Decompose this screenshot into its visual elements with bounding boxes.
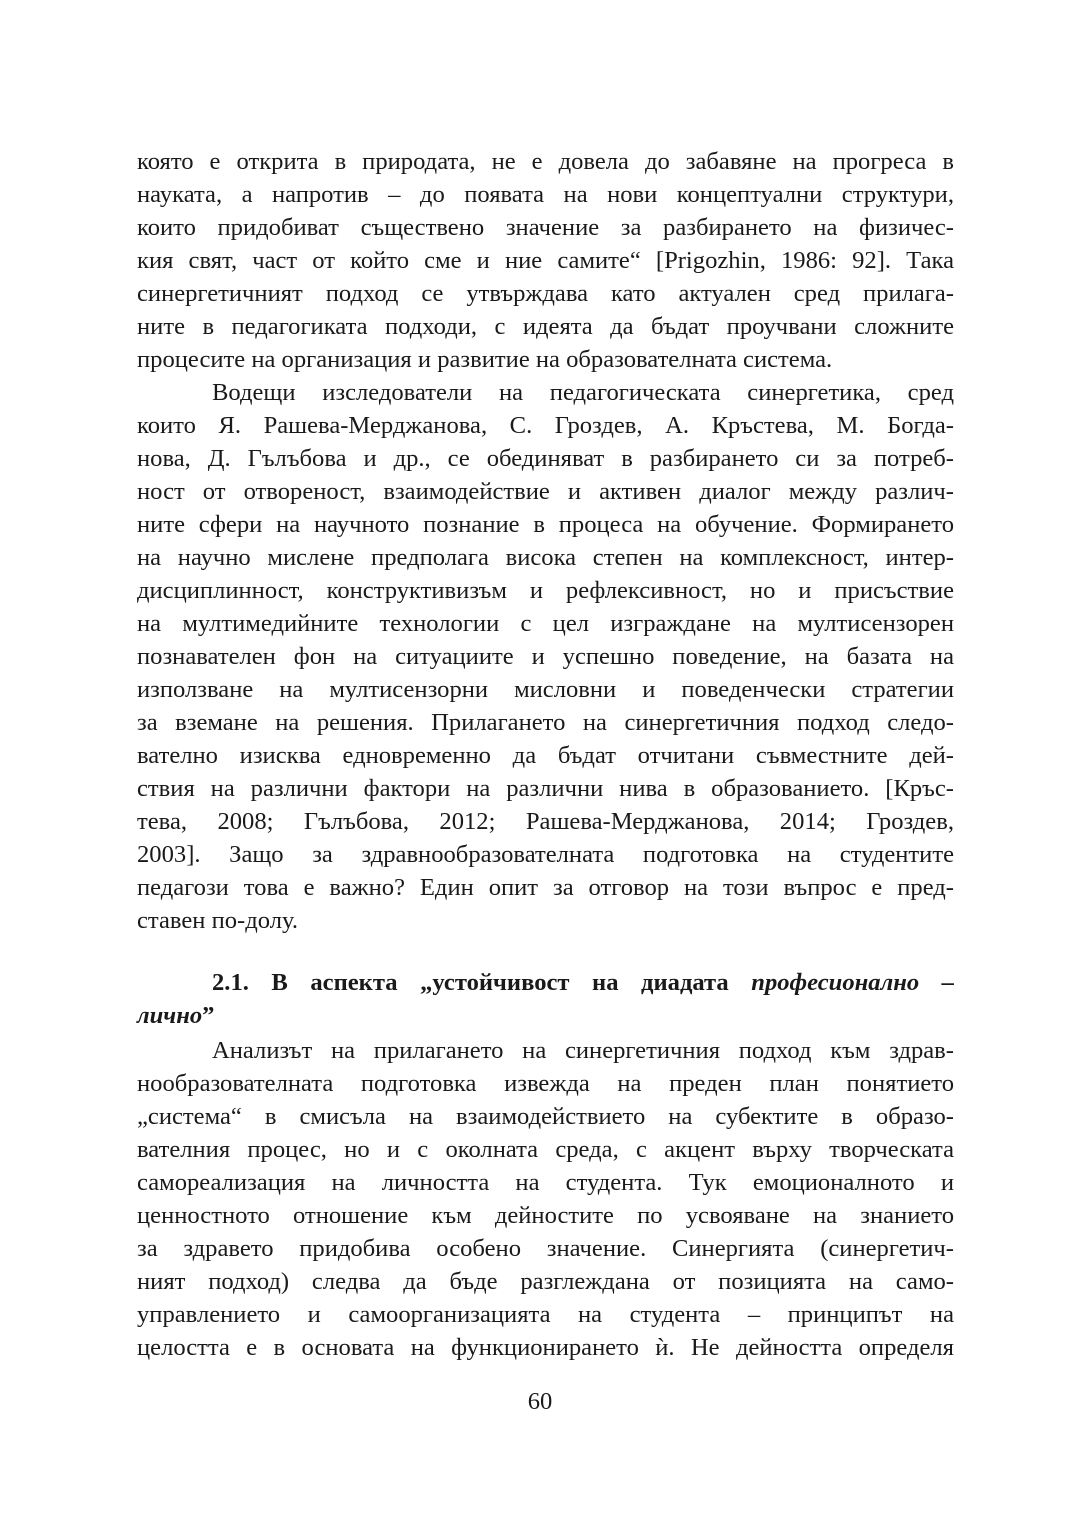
heading-italic-2: лично [137,1002,203,1029]
text-line: тева, 2008; Гълъбова, 2012; Рашева-Мерджанова, 2014; Гроздев, [137,808,954,835]
section-heading [137,966,954,1032]
body-text-lower [137,1034,954,1364]
text-line: които придобиват съществено значение за разбирането на физичес- [137,214,954,241]
text-line: кия свят, част от който сме и ние самите“ [Prigozhin, 1986: 92]. Така [137,247,954,274]
text-line: ствия на различни фактори на различни нива в образованието. [Кръс- [137,775,954,802]
text-line: управлението и самоорганизацията на студента – принципът на [137,1301,954,1328]
body-text-upper [137,145,954,937]
text-line: вателния процес, но и с околната среда, с акцент върху творческата [137,1136,954,1163]
text-line: на научно мислене предполага висока степен на комплексност, интер- [137,544,954,571]
text-line: нообразователната подготовка извежда на преден план понятието [137,1070,954,1097]
text-line: ценностното отношение към дейностите по усвояване на знанието [137,1202,954,1229]
heading-italic: професионално – [751,969,955,996]
text-line: самореализация на личността на студента. Тук емоционалното и [137,1169,954,1196]
text-line: на мултимедийните технологии с цел изграждане на мултисензорен [137,610,954,637]
text-line: Водещи изследователи на педагогическата синергетика, сред [212,379,954,406]
text-line: които Я. Рашева-Мерджанова, С. Гроздев, А. Кръстева, М. Богда- [137,412,954,439]
text-line: Анализът на прилагането на синергетичния подход към здрав- [212,1037,954,1064]
text-line: ност от отвореност, взаимодействие и активен диалог между различ- [137,478,954,505]
text-line: ните в педагогиката подходи, с идеята да бъдат проучвани сложните [137,313,954,340]
heading-line-1 [137,966,954,999]
text-line: вателно изисква едновременно да бъдат отчитани съвместните дей- [137,742,954,769]
text-line: 2003]. Защо за здравнообразователната подготовка на студентите [137,841,954,868]
text-line: „система“ в смисъла на взаимодействието на субектите в образо- [137,1103,954,1130]
text-line: науката, а напротив – до появата на нови концептуални структури, [137,181,954,208]
text-line: педагози това е важно? Един опит за отговор на този въпрос е пред- [137,874,954,901]
text-line: ните сфери на научното познание в процеса на обучение. Формирането [137,511,954,538]
text-line: за вземане на решения. Прилагането на синергетичния подход следо- [137,709,954,736]
text-line: която е открита в природата, не е довела до забавяне на прогреса в [137,148,954,175]
text-line: познавателен фон на ситуациите и успешно поведение, на базата на [137,643,954,670]
text-line: ният подход) следва да бъде разглеждана от позицията на само- [137,1268,954,1295]
text-line: нова, Д. Гълъбова и др., се обединяват в разбирането си за потреб- [137,445,954,472]
heading-close-quote: ” [202,1002,215,1029]
heading-line-2 [137,999,954,1032]
text-line: синергетичният подход се утвърждава като актуален сред прилага- [137,280,954,307]
text-line: ставен по-долу. [137,907,298,934]
page-number: 60 [527,1388,553,1415]
heading-prefix: 2.1. В аспекта „устойчивост на диадата [212,969,752,996]
text-line: използване на мултисензорни мисловни и поведенчески стратегии [137,676,954,703]
text-line: дисциплинност, конструктивизъм и рефлексивност, но и присъствие [137,577,954,604]
text-line: целостта е в основата на функционирането ѝ. Не дейността определя [137,1334,954,1361]
text-line: за здравето придобива особено значение. Синергията (синергетич- [137,1235,954,1262]
text-line: процесите на организация и развитие на образователната система. [137,346,833,373]
